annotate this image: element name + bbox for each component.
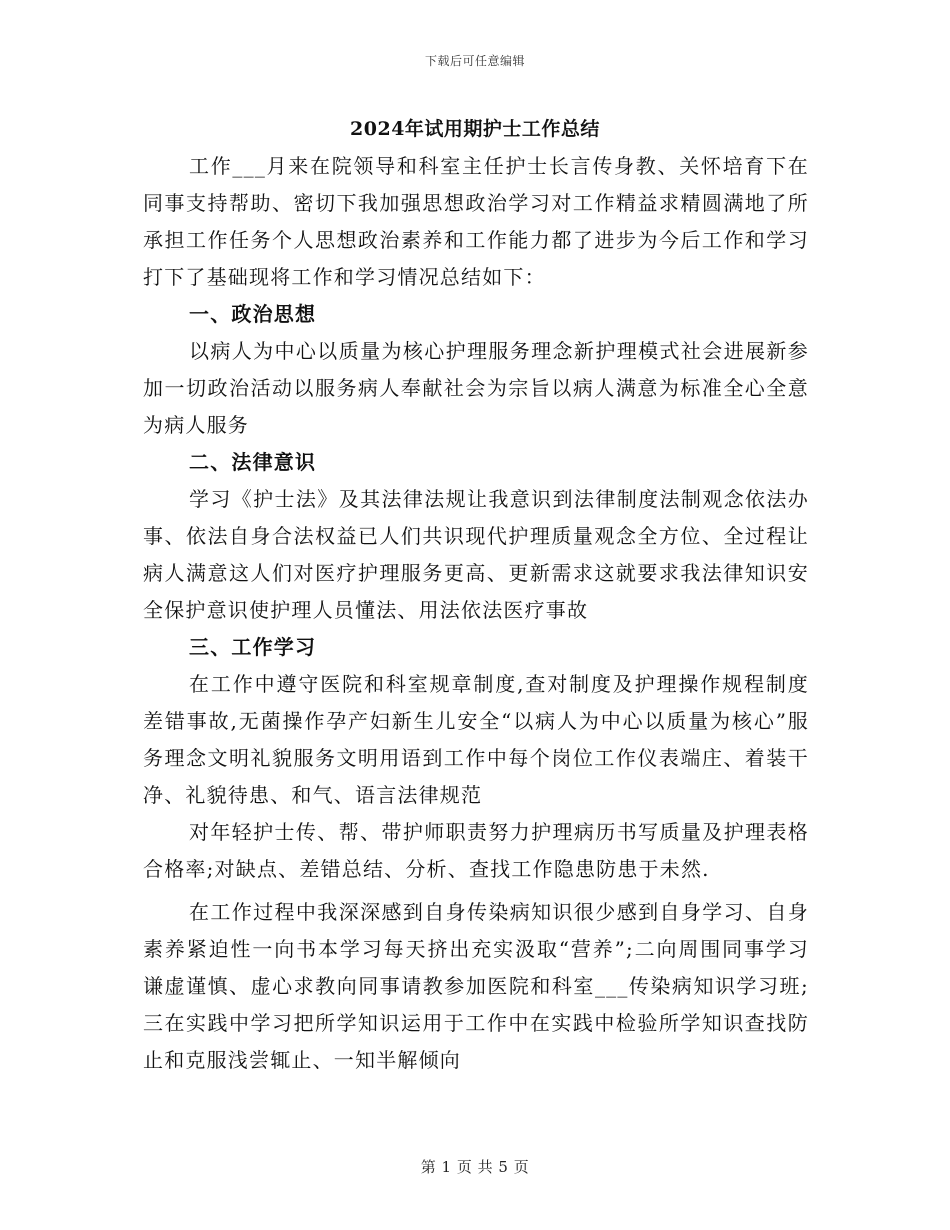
section-text-legal: 学习《护士法》及其法律法规让我意识到法律制度法制观念依法办事、依法自身合法权益已人们共识现代护理质量观念全方位、全过程让病人满意这人们对医疗护理服务更高、更新需求这就要求我法律知识安全保护意识使护理人员懂法、用法依法医疗事故 xyxy=(143,487,809,622)
section-text-work-study-3: 在工作过程中我深深感到自身传染病知识很少感到自身学习、自身素养紧迫性一向书本学习每天挤出充实汲取“营养”;二向周围同事学习谦虚谨慎、虚心求教向同事请教参加医院和科室___传染病知识学习班;三在实践中学习把所学知识运用于工作中在实践中检验所学知识查找防止和克服浅尝辄止、一知半解倾向 xyxy=(143,900,809,1072)
section-text-work-study-2: 对年轻护士传、帮、带护师职责努力护理病历书写质量及护理表格合格率;对缺点、差错总结、分析、查找工作隐患防患于未然. xyxy=(143,820,809,881)
document-title: 2024年试用期护士工作总结 xyxy=(350,118,600,140)
section-heading-political: 一、政治思想 xyxy=(189,302,317,326)
intro-paragraph: 工作___月来在院领导和科室主任护士长言传身教、关怀培育下在同事支持帮助、密切下我加强思想政治学习对工作精益求精圆满地了所承担工作任务个人思想政治素养和工作能力都了进步为今后工作和学习打下了基础现将工作和学习情况总结如下： xyxy=(143,154,809,289)
section-heading-legal: 二、法律意识 xyxy=(189,450,317,474)
header-note: 下载后可任意编辑 xyxy=(424,54,525,68)
section-text-work-study-1: 在工作中遵守医院和科室规章制度,查对制度及护理操作规程制度差错事故,无菌操作孕产妇新生儿安全“以病人为中心以质量为核心”服务理念文明礼貌服务文明用语到工作中每个岗位工作仪表端庄、着装干净、礼貌待患、和气、语言法律规范 xyxy=(143,672,809,807)
section-text-political: 以病人为中心以质量为核心护理服务理念新护理模式社会进展新参加一切政治活动以服务病人奉献社会为宗旨以病人满意为标准全心全意为病人服务 xyxy=(143,339,809,437)
section-heading-work-study: 三、工作学习 xyxy=(189,635,317,659)
page-number: 第 1 页 共 5 页 xyxy=(420,1158,530,1176)
document-body xyxy=(143,148,809,1079)
